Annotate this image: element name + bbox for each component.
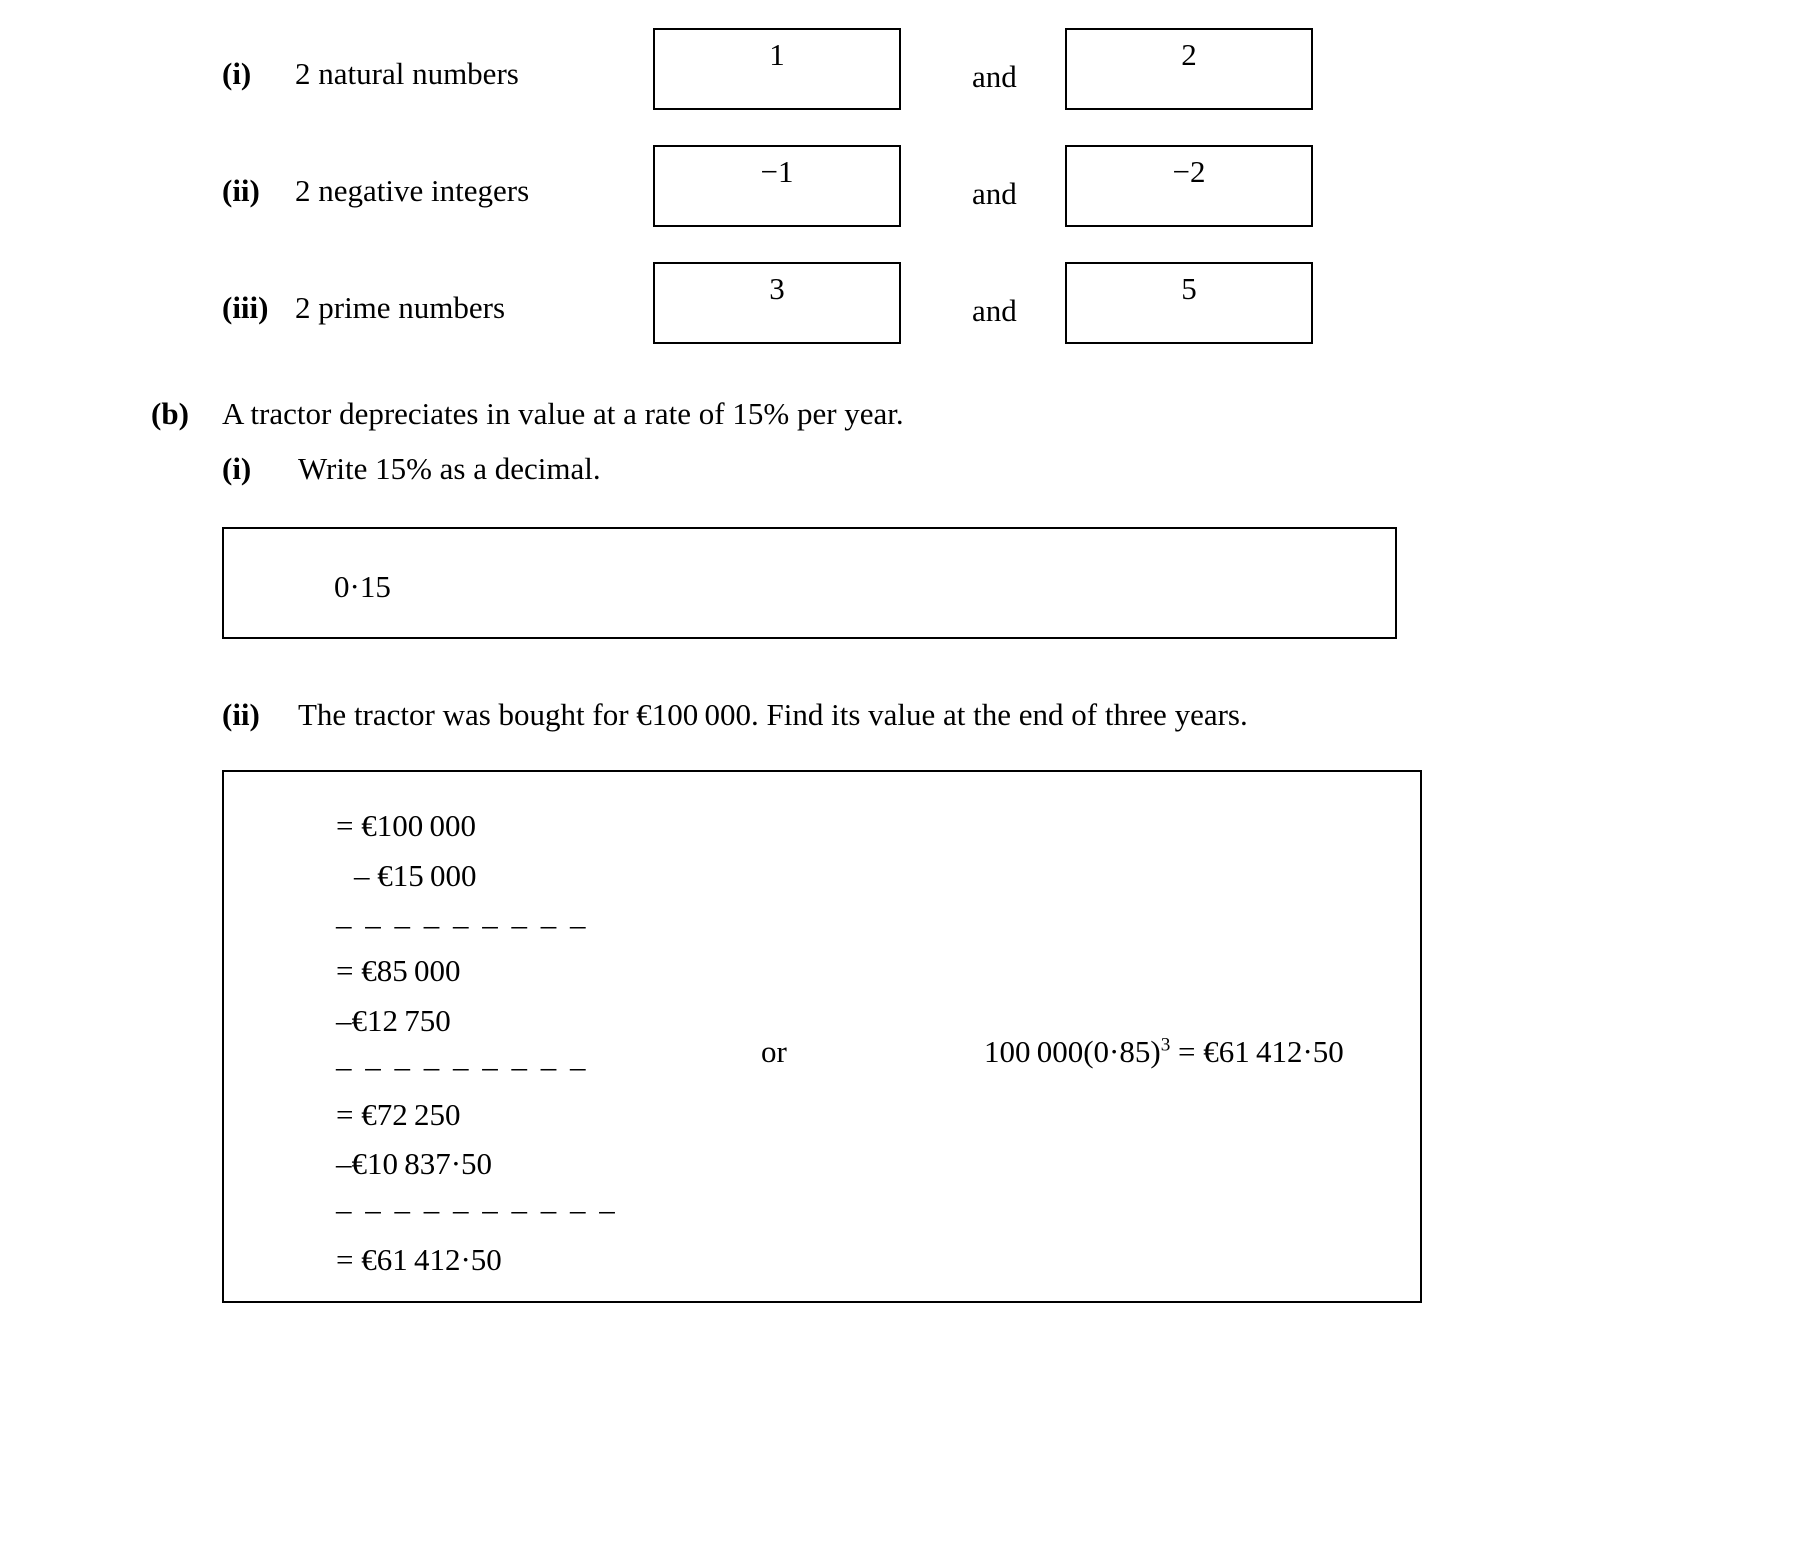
alt-result: = €61 412·50 xyxy=(1170,1034,1344,1069)
answer-value-i-left: 1 xyxy=(769,37,785,72)
sub-text-b-i: Write 15% as a decimal. xyxy=(298,451,601,486)
answer-value-ii-right: −2 xyxy=(1172,154,1206,189)
answer-value-iii-left: 3 xyxy=(769,271,785,306)
working-line: = €85 000 xyxy=(336,953,461,988)
alt-base: 100 000(0·85) xyxy=(984,1034,1161,1069)
working-line: – €15 000 xyxy=(354,858,477,893)
working-line: = €61 412·50 xyxy=(336,1242,502,1277)
working-divider: – – – – – – – – – xyxy=(336,907,589,942)
answer-box-ii-right[interactable] xyxy=(1065,145,1313,227)
working-divider: – – – – – – – – – xyxy=(336,1049,589,1084)
question-label-i: (i) xyxy=(222,56,252,91)
alt-exponent: 3 xyxy=(1160,1034,1171,1056)
question-text-ii: 2 negative integers xyxy=(295,173,530,208)
question-label-ii: (ii) xyxy=(222,173,260,208)
answer-box-i-right[interactable] xyxy=(1065,28,1313,110)
question-row-ii xyxy=(0,131,1818,247)
conjunction-i: and xyxy=(972,59,1017,94)
working-divider: – – – – – – – – – – xyxy=(336,1192,618,1227)
conjunction-iii: and xyxy=(972,293,1017,328)
question-text-iii: 2 prime numbers xyxy=(295,290,506,325)
sub-label-b-ii: (ii) xyxy=(222,697,260,732)
working-answer-box[interactable] xyxy=(222,770,1422,1303)
working-line: = €72 250 xyxy=(336,1097,461,1132)
part-label-b: (b) xyxy=(151,396,189,431)
answer-value-ii-left: −1 xyxy=(760,154,794,189)
alternative-method-expression xyxy=(984,1036,1344,1067)
answer-box-iii-right[interactable] xyxy=(1065,262,1313,344)
answer-value-i-right: 2 xyxy=(1181,37,1197,72)
answer-value-iii-right: 5 xyxy=(1181,271,1197,306)
conjunction-ii: and xyxy=(972,176,1017,211)
part-stem-b: A tractor depreciates in value at a rate of 15% per year. xyxy=(222,396,904,431)
sub-label-b-i: (i) xyxy=(222,451,252,486)
question-label-iii: (iii) xyxy=(222,290,269,325)
answer-box-iii-left[interactable] xyxy=(653,262,901,344)
question-row-i xyxy=(0,14,1818,130)
working-line: –€10 837·50 xyxy=(336,1146,493,1181)
decimal-answer-box[interactable] xyxy=(222,527,1397,639)
question-text-i: 2 natural numbers xyxy=(295,56,519,91)
working-line: –€12 750 xyxy=(336,1003,451,1038)
question-row-iii xyxy=(0,248,1818,364)
answer-box-ii-left[interactable] xyxy=(653,145,901,227)
or-separator: or xyxy=(761,1034,787,1069)
decimal-answer-value: 0·15 xyxy=(334,569,391,604)
sub-text-b-ii: The tractor was bought for €100 000. Find its value at the end of three years. xyxy=(298,697,1248,732)
answer-box-i-left[interactable] xyxy=(653,28,901,110)
working-line: = €100 000 xyxy=(336,808,476,843)
